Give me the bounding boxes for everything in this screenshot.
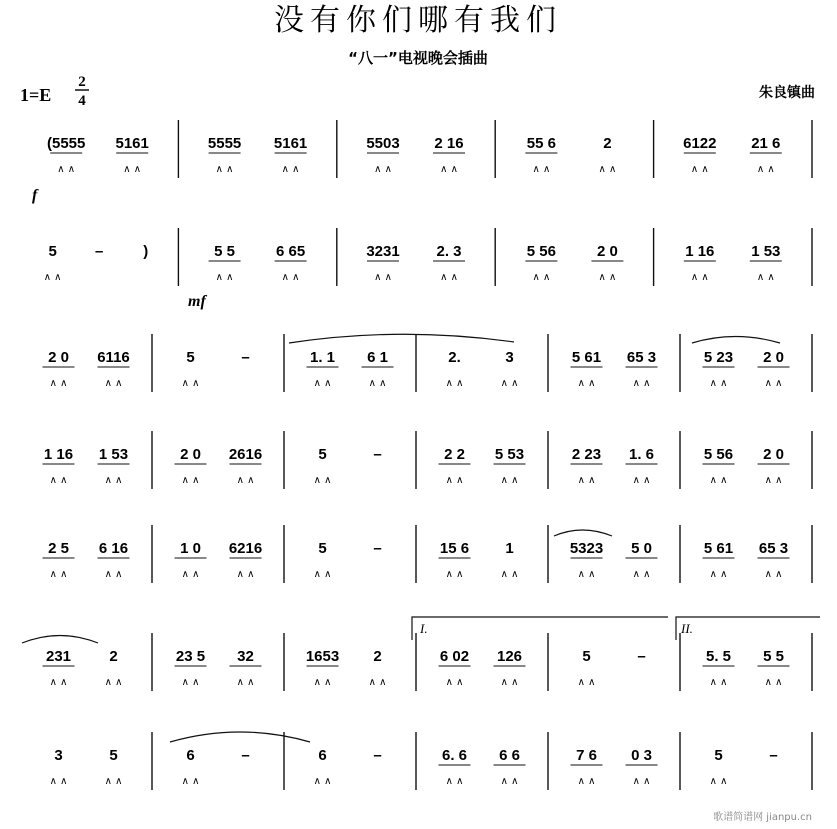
note-group: 5161 xyxy=(273,135,308,152)
note-group: 6 65 xyxy=(275,243,306,260)
bowing-mark: ∧ ∧ xyxy=(104,475,123,486)
note-group: 5 23 xyxy=(703,349,734,366)
bowing-mark: ∧ ∧ xyxy=(764,677,783,688)
note-group: 2 23 xyxy=(571,446,602,463)
bowing-mark: ∧ ∧ xyxy=(281,164,300,175)
bowing-mark: ∧ ∧ xyxy=(632,569,651,580)
slur-marks xyxy=(22,334,780,742)
note-group: 0 3 xyxy=(631,747,652,764)
bowing-mark: ∧ ∧ xyxy=(181,569,200,580)
bowing-mark: ∧ ∧ xyxy=(445,677,464,688)
bowing-mark: ∧ ∧ xyxy=(690,272,709,283)
composer-credit: 朱良镇曲 xyxy=(759,85,815,101)
bowing-mark: ∧ ∧ xyxy=(709,776,728,787)
note-group: 5503 xyxy=(366,135,400,152)
note-group: 2 0 xyxy=(596,243,618,260)
bowing-mark: ∧ ∧ xyxy=(215,164,234,175)
dynamic-forte: f xyxy=(32,187,38,204)
note-group: 1. 6 xyxy=(628,446,655,463)
note-group: 55 6 xyxy=(526,135,557,152)
bowing-mark: ∧ ∧ xyxy=(690,164,709,175)
note-group: 2 0 xyxy=(48,349,69,366)
bowing-mark: ∧ ∧ xyxy=(104,776,123,787)
note-group: 5 xyxy=(582,648,591,665)
bowing-mark: ∧ ∧ xyxy=(104,569,123,580)
note-group: ) xyxy=(143,243,149,260)
note-group: – xyxy=(95,243,104,260)
bowing-mark: ∧ ∧ xyxy=(313,569,332,580)
note-group: 6 16 xyxy=(98,540,129,557)
bowing-mark: ∧ ∧ xyxy=(756,272,775,283)
note-group: 65 3 xyxy=(626,349,657,366)
bowing-mark: ∧ ∧ xyxy=(598,272,617,283)
bowing-mark: ∧ ∧ xyxy=(368,677,387,688)
bowing-mark: ∧ ∧ xyxy=(49,776,68,787)
note-group: 1 16 xyxy=(685,243,715,260)
note-group: 3231 xyxy=(366,243,400,260)
key-signature: 1=E xyxy=(20,85,52,105)
note-group: 5 0 xyxy=(631,540,652,557)
bowing-mark: ∧ ∧ xyxy=(181,677,200,688)
bowing-mark: ∧ ∧ xyxy=(532,164,551,175)
note-group: 231 xyxy=(45,648,72,665)
bowing-mark: ∧ ∧ xyxy=(104,677,123,688)
bowing-mark: ∧ ∧ xyxy=(764,378,783,389)
note-group: 6 xyxy=(318,747,327,764)
bowing-mark: ∧ ∧ xyxy=(313,677,332,688)
note-group: 5 5 xyxy=(763,648,784,665)
note-group: 65 3 xyxy=(758,540,789,557)
volta-label-second: II. xyxy=(681,621,693,636)
note-group: 5 xyxy=(318,540,327,557)
bowing-mark: ∧ ∧ xyxy=(632,776,651,787)
note-group: 5555 xyxy=(207,135,242,152)
bowing-mark: ∧ ∧ xyxy=(709,677,728,688)
note-group: 32 xyxy=(237,648,254,665)
note-group: – xyxy=(241,747,250,764)
bowing-mark: ∧ ∧ xyxy=(500,776,519,787)
note-group: 2 xyxy=(373,648,382,665)
bowing-mark: ∧ ∧ xyxy=(368,378,387,389)
note-group: 6216 xyxy=(228,540,263,557)
note-group: 2 xyxy=(603,135,612,152)
bowing-mark: ∧ ∧ xyxy=(709,378,728,389)
bowing-mark: ∧ ∧ xyxy=(49,677,68,688)
bowing-mark: ∧ ∧ xyxy=(440,164,458,175)
bowing-mark: ∧ ∧ xyxy=(281,272,300,283)
score-system xyxy=(43,633,813,691)
bowing-mark: ∧ ∧ xyxy=(374,272,392,283)
score-system xyxy=(43,525,813,583)
note-group: 5 61 xyxy=(571,349,602,366)
note-group: 2 0 xyxy=(763,349,784,366)
song-title: 没有你们哪有我们 xyxy=(274,3,562,38)
note-group: 5 xyxy=(714,747,723,764)
note-group: 5 5 xyxy=(214,243,236,260)
bowing-mark: ∧ ∧ xyxy=(49,475,68,486)
bowing-mark: ∧ ∧ xyxy=(440,272,458,283)
note-group: 3 xyxy=(54,747,63,764)
note-group: 2616 xyxy=(228,446,263,463)
note-group: 15 6 xyxy=(439,540,470,557)
bowing-mark: ∧ ∧ xyxy=(598,164,617,175)
bowing-mark: ∧ ∧ xyxy=(236,569,255,580)
bowing-mark: ∧ ∧ xyxy=(764,569,783,580)
time-signature-bottom: 4 xyxy=(78,93,86,109)
note-group: 5 56 xyxy=(703,446,734,463)
bowing-mark: ∧ ∧ xyxy=(49,378,68,389)
score-systems xyxy=(43,120,813,790)
volta-second-ending xyxy=(676,617,820,640)
bowing-mark: ∧ ∧ xyxy=(500,475,519,486)
note-group: 1 53 xyxy=(751,243,781,260)
score-system xyxy=(47,120,812,178)
note-group: 5 xyxy=(318,446,327,463)
score-system xyxy=(50,732,812,790)
bowing-mark: ∧ ∧ xyxy=(313,776,332,787)
bowing-mark: ∧ ∧ xyxy=(445,569,464,580)
volta-label-first: I. xyxy=(420,621,428,636)
score-system xyxy=(43,431,813,489)
note-group: 5. 5 xyxy=(705,648,732,665)
bowing-mark: ∧ ∧ xyxy=(577,569,596,580)
note-group: – xyxy=(373,747,382,764)
bowing-mark: ∧ ∧ xyxy=(500,569,519,580)
note-group: 5 53 xyxy=(494,446,525,463)
note-group: 5323 xyxy=(569,540,604,557)
note-group: 5 xyxy=(109,747,118,764)
note-group: 6 02 xyxy=(439,648,470,665)
bowing-mark: ∧ ∧ xyxy=(756,164,775,175)
score-system xyxy=(43,334,813,392)
note-group: 2 2 xyxy=(444,446,465,463)
score-system xyxy=(44,228,812,286)
note-group: 5 xyxy=(48,243,57,260)
note-group: 2. xyxy=(448,349,461,366)
note-group: 21 6 xyxy=(751,135,781,152)
note-group: 23 5 xyxy=(175,648,206,665)
note-group: 1 53 xyxy=(98,446,129,463)
note-group: 7 6 xyxy=(576,747,597,764)
bowing-mark: ∧ ∧ xyxy=(532,272,551,283)
note-group: 6 6 xyxy=(499,747,520,764)
note-group: 2 5 xyxy=(48,540,69,557)
note-group: 5 xyxy=(186,349,195,366)
bowing-mark: ∧ ∧ xyxy=(313,475,332,486)
bowing-mark: ∧ ∧ xyxy=(236,677,255,688)
bowing-mark: ∧ ∧ xyxy=(577,776,596,787)
bowing-mark: ∧ ∧ xyxy=(577,677,596,688)
note-group: 5 61 xyxy=(703,540,734,557)
bowing-mark: ∧ ∧ xyxy=(577,378,596,389)
time-signature xyxy=(75,74,89,109)
bowing-mark: ∧ ∧ xyxy=(181,776,200,787)
note-group: 2. 3 xyxy=(436,243,462,260)
bowing-mark: ∧ ∧ xyxy=(43,272,62,283)
bowing-mark: ∧ ∧ xyxy=(500,677,519,688)
bowing-mark: ∧ ∧ xyxy=(709,475,728,486)
bowing-mark: ∧ ∧ xyxy=(445,378,464,389)
bowing-mark: ∧ ∧ xyxy=(236,475,255,486)
bowing-mark: ∧ ∧ xyxy=(215,272,234,283)
note-group: – xyxy=(637,648,646,665)
bowing-mark: ∧ ∧ xyxy=(104,378,123,389)
bowing-mark: ∧ ∧ xyxy=(313,378,332,389)
note-group: 1653 xyxy=(305,648,340,665)
note-group: 2 16 xyxy=(434,135,464,152)
note-group: – xyxy=(373,540,382,557)
bowing-mark: ∧ ∧ xyxy=(49,569,68,580)
bowing-mark: ∧ ∧ xyxy=(181,378,200,389)
note-group: 1 16 xyxy=(43,446,74,463)
note-group: 6. 6 xyxy=(441,747,468,764)
bowing-mark: ∧ ∧ xyxy=(764,475,783,486)
note-group: 6116 xyxy=(97,349,130,366)
note-group: 126 xyxy=(496,648,523,665)
note-group: 1 xyxy=(505,540,514,557)
note-group: – xyxy=(241,349,250,366)
note-group: 1 0 xyxy=(180,540,201,557)
watermark: 歌谱简谱网 jianpu.cn xyxy=(713,812,812,823)
dynamic-mezzo-forte: mf xyxy=(188,293,206,310)
song-subtitle: “八一”电视晚会插曲 xyxy=(348,49,488,67)
bowing-mark: ∧ ∧ xyxy=(632,475,651,486)
note-group: 1. 1 xyxy=(309,349,336,366)
bowing-mark: ∧ ∧ xyxy=(500,378,519,389)
note-group: 2 xyxy=(109,648,118,665)
note-group: 3 xyxy=(505,349,514,366)
bowing-mark: ∧ ∧ xyxy=(57,164,76,175)
note-group: – xyxy=(769,747,778,764)
note-group: 2 0 xyxy=(763,446,784,463)
note-group: (5555 xyxy=(47,135,86,152)
bowing-mark: ∧ ∧ xyxy=(577,475,596,486)
note-group: 2 0 xyxy=(180,446,201,463)
note-group: 5161 xyxy=(115,135,149,152)
note-group: 6 xyxy=(186,747,195,764)
bowing-mark: ∧ ∧ xyxy=(445,776,464,787)
note-group: 6122 xyxy=(683,135,717,152)
time-signature-top: 2 xyxy=(78,74,86,90)
bowing-mark: ∧ ∧ xyxy=(374,164,392,175)
note-group: – xyxy=(373,446,382,463)
bowing-mark: ∧ ∧ xyxy=(123,164,142,175)
note-group: 5 56 xyxy=(526,243,557,260)
volta-first-ending xyxy=(412,617,668,640)
bowing-mark: ∧ ∧ xyxy=(445,475,464,486)
bowing-mark: ∧ ∧ xyxy=(632,378,651,389)
bowing-mark: ∧ ∧ xyxy=(181,475,200,486)
note-group: 6 1 xyxy=(367,349,388,366)
bowing-mark: ∧ ∧ xyxy=(709,569,728,580)
